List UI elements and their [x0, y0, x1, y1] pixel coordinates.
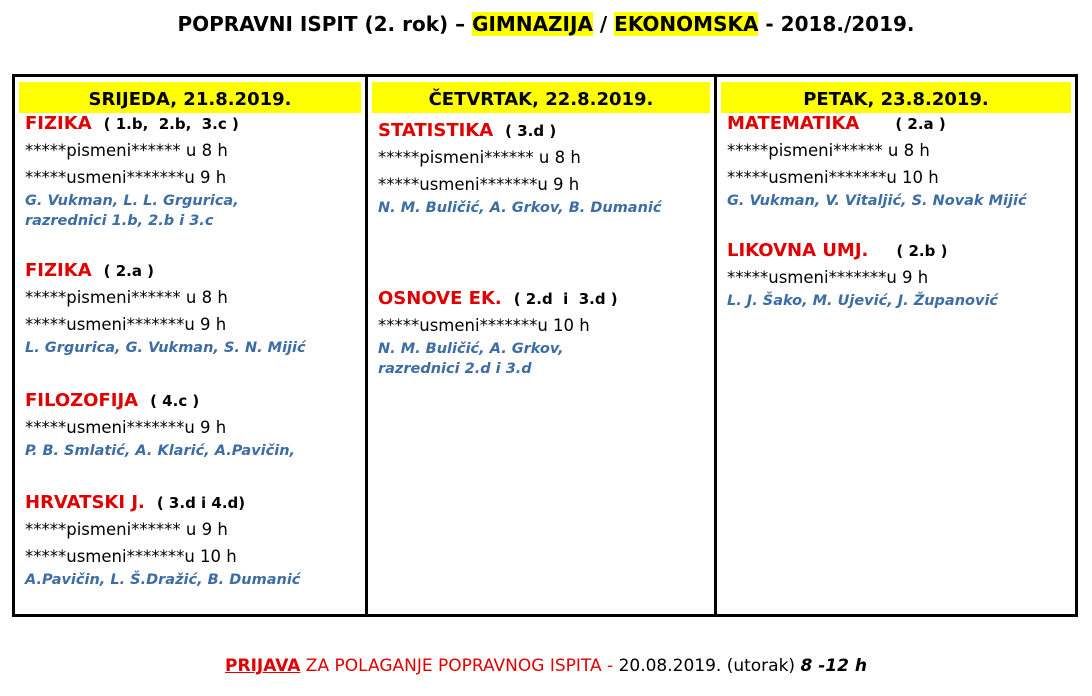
registration-date: 20.08.2019. (utorak): [618, 656, 801, 676]
title-gimnazija: GIMNAZIJA: [472, 12, 593, 36]
title-separator: /: [592, 12, 615, 36]
registration-notice: [0, 656, 1092, 676]
day-header: SRIJEDA, 21.8.2019.: [19, 82, 361, 113]
schedule-table: [12, 74, 1078, 617]
session-oral: *****usmeni*******u 9 h: [25, 168, 227, 187]
exam-block: [727, 110, 1071, 211]
subject-name: OSNOVE EK.: [378, 288, 502, 309]
exam-block: [25, 489, 361, 590]
examiners: [25, 338, 361, 358]
exam-block: [25, 257, 361, 358]
exam-block: [727, 237, 1071, 311]
session-oral: *****usmeni*******u 9 h: [727, 268, 929, 287]
session-oral: *****usmeni*******u 10 h: [378, 316, 590, 335]
day-column-wednesday: [15, 77, 365, 614]
day-header: PETAK, 23.8.2019.: [721, 82, 1071, 113]
exam-block: [378, 285, 710, 379]
day-column-thursday: [365, 77, 714, 614]
examiners-line: A.Pavičin, L. Š.Dražić, B. Dumanić: [25, 572, 301, 588]
exam-block: [25, 110, 361, 231]
examiners: [25, 570, 361, 590]
examiners: [25, 441, 361, 461]
subject-name: FIZIKA: [25, 260, 92, 281]
subject-name: LIKOVNA UMJ.: [727, 240, 869, 261]
examiners-line: razrednici 1.b, 2.b i 3.c: [25, 213, 214, 229]
session-oral: *****usmeni*******u 9 h: [25, 315, 227, 334]
title-ekonomska: EKONOMSKA: [614, 12, 759, 36]
day-column-friday: [714, 77, 1075, 614]
session-written: *****pismeni****** u 8 h: [378, 148, 581, 167]
exam-block: [25, 387, 361, 461]
session-written: *****pismeni****** u 8 h: [727, 141, 930, 160]
page-title: [0, 12, 1092, 36]
examiners: [378, 339, 710, 379]
subject-name: FIZIKA: [25, 113, 92, 134]
examiners: [378, 198, 710, 218]
session-written: *****pismeni****** u 8 h: [25, 141, 228, 160]
examiners-line: L. Grgurica, G. Vukman, S. N. Mijić: [25, 340, 306, 356]
examiners-line: P. B. Smlatić, A. Klarić, A.Pavičin,: [25, 443, 296, 459]
subject-name: FILOZOFIJA: [25, 390, 139, 411]
session-oral: *****usmeni*******u 9 h: [378, 175, 580, 194]
class-list: ( 2.d i 3.d ): [513, 290, 618, 308]
examiners-line: N. M. Buličić, A. Grkov,: [378, 341, 564, 357]
examiners: [727, 291, 1071, 311]
subject-name: HRVATSKI J.: [25, 492, 145, 513]
session-oral: *****usmeni*******u 10 h: [25, 547, 237, 566]
examiners-line: razrednici 2.d i 3.d: [378, 361, 532, 377]
examiners: [25, 191, 361, 231]
day-header: ČETVRTAK, 22.8.2019.: [372, 82, 710, 113]
class-list: ( 2.b ): [896, 242, 948, 260]
exam-block: [378, 117, 710, 218]
class-list: ( 1.b, 2.b, 3.c ): [103, 115, 239, 133]
session-oral: *****usmeni*******u 9 h: [25, 418, 227, 437]
class-list: ( 2.a ): [103, 262, 155, 280]
title-year: - 2018./2019.: [758, 12, 915, 36]
examiners-line: G. Vukman, L. L. Grgurica,: [25, 193, 239, 209]
subject-name: MATEMATIKA: [727, 113, 860, 134]
session-written: *****pismeni****** u 9 h: [25, 520, 228, 539]
session-oral: *****usmeni*******u 10 h: [727, 168, 939, 187]
class-list: ( 3.d i 4.d): [156, 494, 246, 512]
title-main: POPRAVNI ISPIT (2. rok) –: [177, 12, 473, 36]
class-list: ( 3.d ): [505, 122, 557, 140]
session-written: *****pismeni****** u 8 h: [25, 288, 228, 307]
registration-label: PRIJAVA: [225, 656, 301, 676]
class-list: ( 4.c ): [150, 392, 200, 410]
class-list: ( 2.a ): [895, 115, 946, 133]
examiners: [727, 191, 1071, 211]
registration-time: 8 -12 h: [800, 656, 867, 676]
examiners-line: N. M. Buličić, A. Grkov, B. Dumanić: [378, 200, 662, 216]
examiners-line: L. J. Šako, M. Ujević, J. Županović: [727, 293, 999, 309]
registration-text: ZA POLAGANJE POPRAVNOG ISPITA -: [300, 656, 619, 676]
examiners-line: G. Vukman, V. Vitaljić, S. Novak Mijić: [727, 193, 1027, 209]
subject-name: STATISTIKA: [378, 120, 494, 141]
